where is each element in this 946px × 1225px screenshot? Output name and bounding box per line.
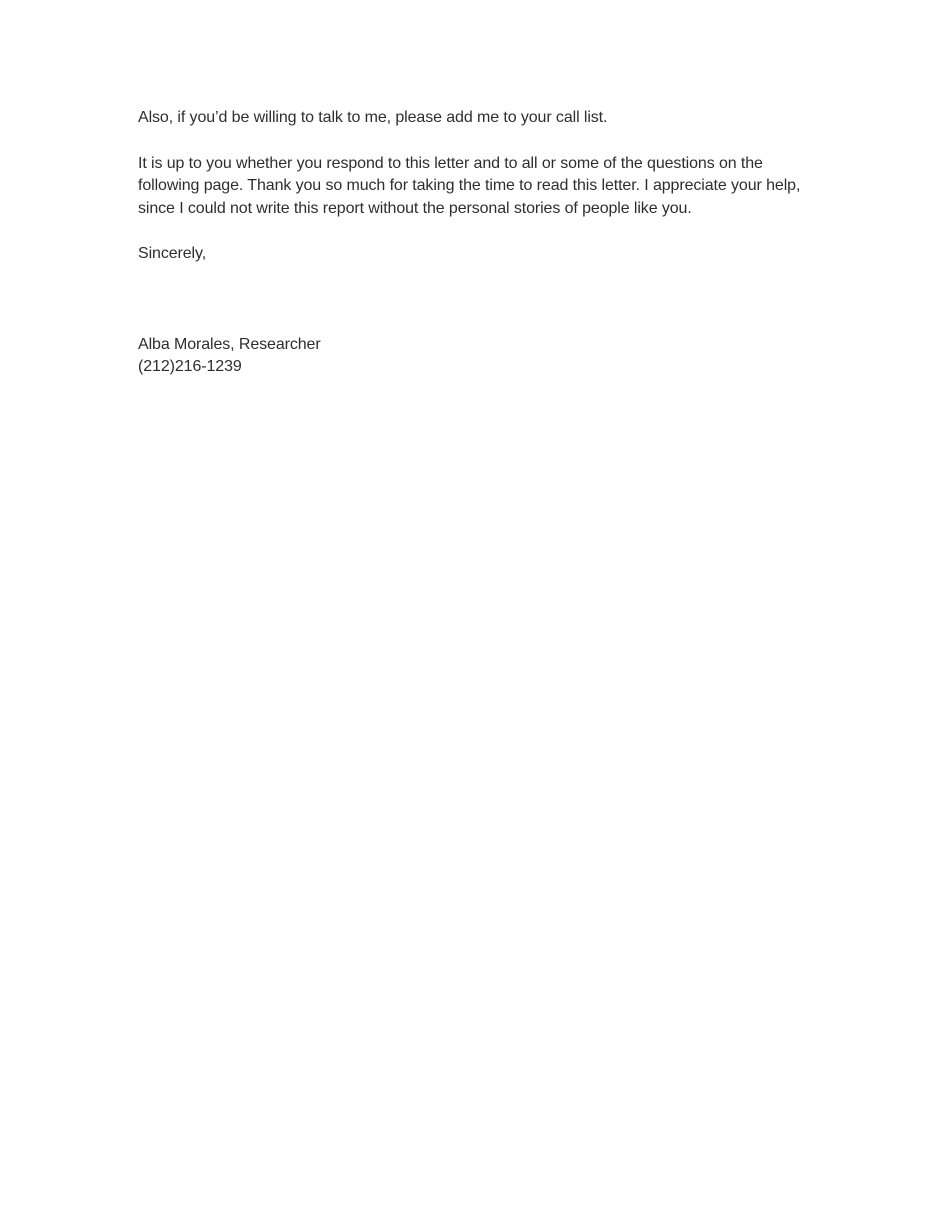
paragraph-call-list: Also, if you’d be willing to talk to me, please add me to your call list. (138, 109, 608, 126)
letter-body (138, 107, 806, 379)
closing-sincerely: Sincerely, (138, 245, 207, 262)
signature-phone: (212)216-1239 (138, 358, 242, 375)
paragraph-main: It is up to you whether you respond to this letter and to all or some of the questions on the following page. Thank you so much for taking the time to read this letter. I appreciate your help, since I could not write this report without the personal stories of people like you. (138, 154, 801, 217)
signature-name: Alba Morales, Researcher (138, 335, 321, 353)
